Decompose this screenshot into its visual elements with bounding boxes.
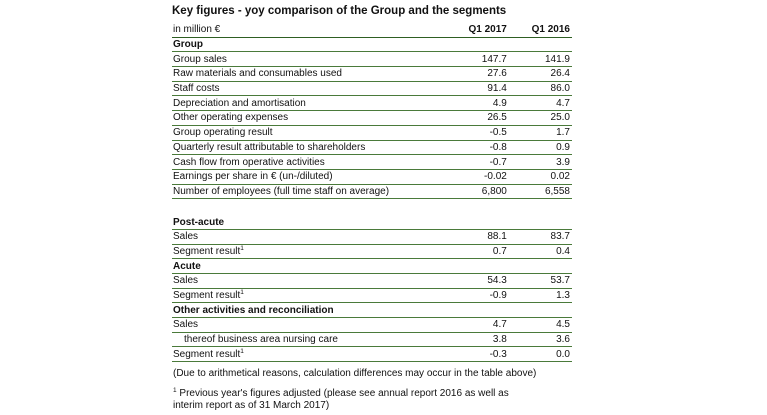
row-label: Depreciation and amortisation: [172, 96, 444, 111]
table-row: [172, 125, 572, 140]
table-row: [172, 184, 572, 199]
section-header-post-acute: Post-acute: [172, 215, 572, 229]
value-q1-2016: 0.0: [509, 347, 572, 362]
unit-label: in million €: [172, 23, 444, 37]
row-label: Staff costs: [172, 81, 444, 96]
table-row: [172, 318, 572, 333]
value-q1-2016: 4.7: [509, 96, 572, 111]
table-row: [172, 229, 572, 244]
key-figures-document: [172, 4, 572, 413]
value-q1-2016: 86.0: [509, 81, 572, 96]
row-label: Group operating result: [172, 125, 444, 140]
footnote-rounding: (Due to arithmetical reasons, calculation differences may occur in the table above): [173, 368, 537, 380]
value-q1-2016: 1.3: [509, 288, 572, 303]
value-q1-2016: 6,558: [509, 184, 572, 199]
row-label: Sales: [172, 318, 444, 333]
table-row: [172, 274, 572, 289]
row-label: thereof business area nursing care: [172, 332, 444, 347]
value-q1-2016: 3.9: [509, 155, 572, 170]
value-q1-2016: 25.0: [509, 111, 572, 126]
column-header-q1-2017: Q1 2017: [444, 23, 509, 37]
row-label: Cash flow from operative activities: [172, 155, 444, 170]
row-label: Quarterly result attributable to shareholders: [172, 140, 444, 155]
row-label: Raw materials and consumables used: [172, 67, 444, 82]
value-q1-2017: 4.7: [444, 318, 509, 333]
table-row: [172, 332, 572, 347]
footnote-marker: 1: [240, 347, 244, 355]
value-q1-2017: 0.7: [444, 244, 509, 259]
column-header-q1-2016: Q1 2016: [509, 23, 572, 37]
value-q1-2017: -0.3: [444, 347, 509, 362]
value-q1-2017: 88.1: [444, 229, 509, 244]
footnote-marker: 1: [173, 386, 177, 394]
row-label: Segment result$^1$: [172, 288, 444, 303]
value-q1-2016: 0.9: [509, 140, 572, 155]
footnote-marker: 1: [240, 289, 244, 297]
section-header-acute: Acute: [172, 259, 572, 274]
value-q1-2016: 141.9: [509, 52, 572, 67]
document-title: Key figures - yoy comparison of the Group and the segments: [172, 5, 507, 17]
section-header-group: Group: [172, 37, 572, 52]
value-q1-2016: 26.4: [509, 67, 572, 82]
row-label: Number of employees (full time staff on average): [172, 184, 444, 199]
table-row: [172, 52, 572, 67]
table-row: [172, 288, 572, 303]
value-q1-2016: 1.7: [509, 125, 572, 140]
row-label: Segment result$^1$: [172, 244, 444, 259]
value-q1-2017: 26.5: [444, 111, 509, 126]
table-header-row: [172, 23, 572, 37]
row-label: Sales: [172, 274, 444, 289]
value-q1-2016: 83.7: [509, 229, 572, 244]
value-q1-2017: 6,800: [444, 184, 509, 199]
table-row: [172, 81, 572, 96]
value-q1-2017: 27.6: [444, 67, 509, 82]
value-q1-2017: 91.4: [444, 81, 509, 96]
row-label: Group sales: [172, 52, 444, 67]
value-q1-2017: -0.7: [444, 155, 509, 170]
group-rows: [172, 52, 572, 199]
value-q1-2016: 53.7: [509, 274, 572, 289]
row-label: Sales: [172, 229, 444, 244]
table-row: [172, 244, 572, 259]
value-q1-2017: -0.8: [444, 140, 509, 155]
spacer-row: [172, 199, 572, 216]
footnote-adjusted: $^1$ Previous year's figures adjusted (please see annual report 2016 as well as interim report as of 31 March 2017): [173, 386, 509, 412]
footnotes: [172, 368, 572, 413]
table-row: [172, 347, 572, 362]
table-row: [172, 67, 572, 82]
section-header-other-activities: Other activities and reconciliation: [172, 303, 572, 318]
value-q1-2017: 4.9: [444, 96, 509, 111]
row-label: Other operating expenses: [172, 111, 444, 126]
value-q1-2016: 0.02: [509, 169, 572, 184]
table-row: [172, 111, 572, 126]
value-q1-2016: 4.5: [509, 318, 572, 333]
value-q1-2016: 0.4: [509, 244, 572, 259]
key-figures-table: [172, 23, 572, 362]
value-q1-2017: -0.02: [444, 169, 509, 184]
row-label: Earnings per share in € (un-/diluted): [172, 169, 444, 184]
value-q1-2017: -0.5: [444, 125, 509, 140]
table-row: [172, 96, 572, 111]
value-q1-2017: -0.9: [444, 288, 509, 303]
row-label: Segment result$^1$: [172, 347, 444, 362]
table-row: [172, 155, 572, 170]
value-q1-2017: 3.8: [444, 332, 509, 347]
footnote-marker: 1: [240, 244, 244, 252]
table-row: [172, 169, 572, 184]
value-q1-2016: 3.6: [509, 332, 572, 347]
value-q1-2017: 147.7: [444, 52, 509, 67]
value-q1-2017: 54.3: [444, 274, 509, 289]
table-row: [172, 140, 572, 155]
